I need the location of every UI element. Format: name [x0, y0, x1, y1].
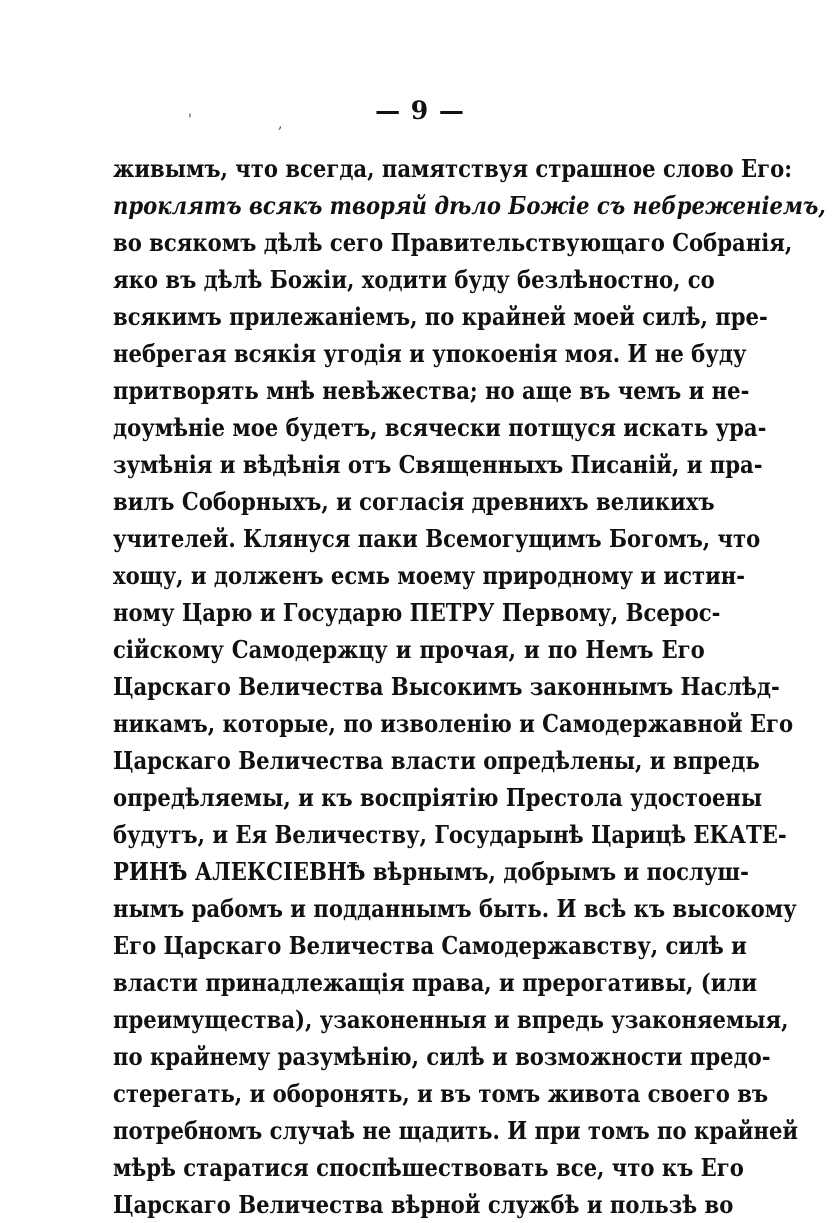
text-line: РИНѢ АЛЕКСІЕВНѢ вѣрнымъ, добрымъ и послуш-	[113, 857, 749, 886]
text-line: Царскаго Величества Высокимъ законнымъ Наслѣд-	[113, 672, 780, 701]
text-line: потребномъ случаѣ не щадить. И при томъ по крайней	[113, 1116, 799, 1145]
text-line: нымъ рабомъ и подданнымъ быть. И всѣ къ высокому	[113, 894, 797, 923]
text-line: притворять мнѣ невѣжества; но аще въ чемъ и не-	[113, 376, 750, 405]
page-number: — 9 —	[375, 96, 465, 125]
text-line: хощу, и долженъ есмь моему природному и истин-	[113, 561, 746, 590]
text-line: Царскаго Величества вѣрной службѣ и пользѣ во	[113, 1190, 734, 1219]
text-line: стерегать, и оборонять, и въ томъ живота своего въ	[113, 1079, 769, 1108]
text-line: вилъ Соборныхъ, и согласія древнихъ великихъ	[113, 487, 715, 516]
text-line: учителей. Клянуся паки Всемогущимъ Богомъ, что	[113, 524, 761, 553]
text-line: преимущества), узаконенныя и впредь узаконяемыя,	[113, 1005, 789, 1034]
text-line: доумѣніе мое будетъ, всячески потщуся искать ура-	[113, 413, 767, 442]
text-line: во всякомъ дѣлѣ сего Правительствующаго Собранія,	[113, 228, 793, 257]
text-line: опредѣляемы, и къ воспріятію Престола удостоены	[113, 783, 763, 812]
text-line: власти принадлежащія права, и прерогативы, (или	[113, 968, 758, 997]
text-line: яко въ дѣлѣ Божіи, ходити буду безлѣностно, со	[113, 265, 715, 294]
text-line: сійскому Самодержцу и прочая, и по Немъ Его	[113, 635, 705, 664]
text-line-italic-quote: проклятъ всякъ творяй дѣло Божіе съ небреженіемъ,	[113, 191, 826, 220]
text-line: зумѣнія и вѣдѣнія отъ Священныхъ Писаній, и пра-	[113, 450, 763, 479]
body-text	[113, 150, 826, 1223]
text-line: будутъ, и Ея Величеству, Государынѣ Царицѣ ЕКАТЕ-	[113, 820, 787, 849]
print-speck: '	[188, 112, 192, 128]
text-line: Царскаго Величества власти опредѣлены, и впредь	[113, 746, 760, 775]
text-line: мѣрѣ старатися споспѣшествовать все, что къ Его	[113, 1153, 744, 1182]
text-line: небрегая всякія угодія и упокоенія моя. И не буду	[113, 339, 747, 368]
text-line: ному Царю и Государю ПЕТРУ Первому, Всерос-	[113, 598, 721, 627]
text-line: живымъ, что всегда, памятствуя страшное слово Его:	[113, 154, 793, 183]
text-line: никамъ, которые, по изволенію и Самодержавной Его	[113, 709, 794, 738]
text-line: по крайнему разумѣнію, силѣ и возможности предо-	[113, 1042, 771, 1071]
text-line: всякимъ прилежаніемъ, по крайней моей силѣ, пре-	[113, 302, 768, 331]
text-line: Его Царскаго Величества Самодержавству, силѣ и	[113, 931, 747, 960]
print-speck: ,	[278, 116, 283, 132]
